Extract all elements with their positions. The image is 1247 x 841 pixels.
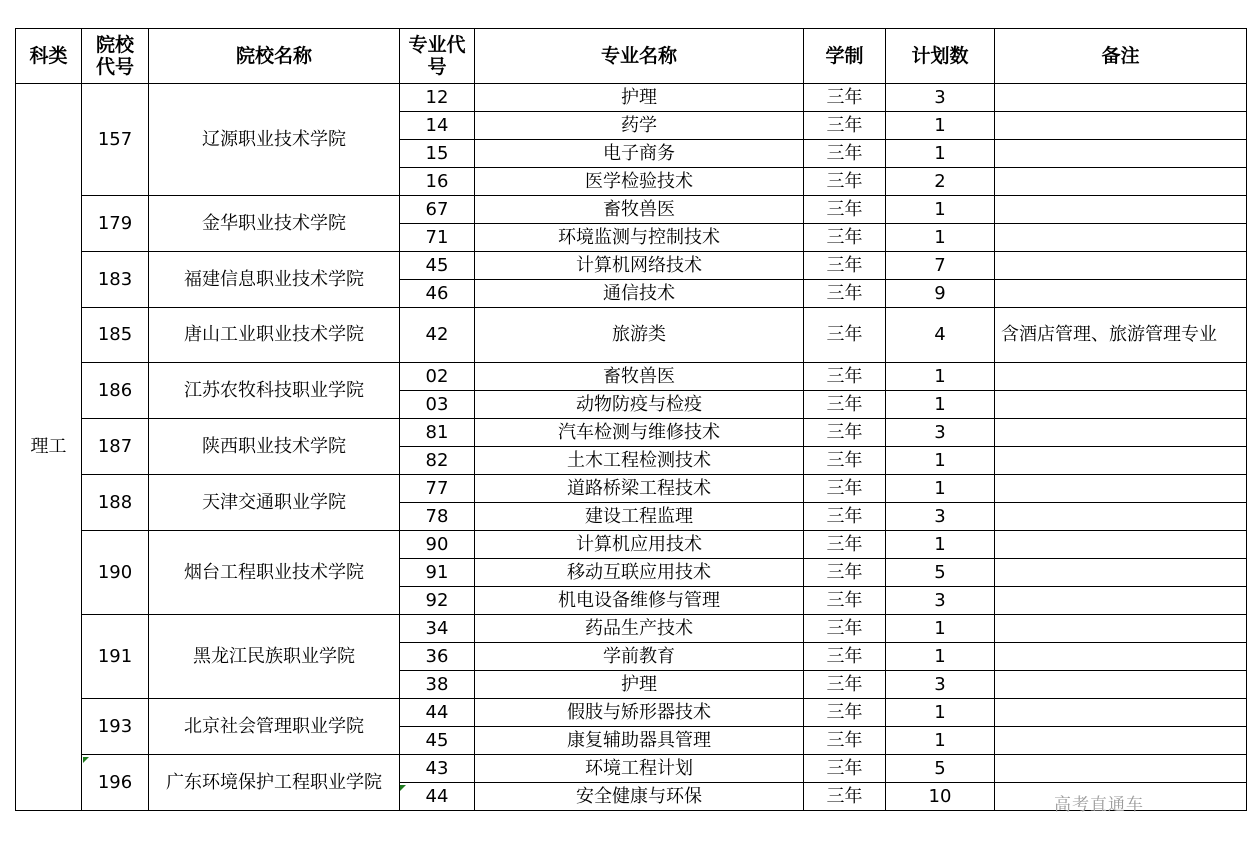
major-code-cell: 36 [400, 643, 475, 671]
note-cell [995, 559, 1247, 587]
duration-cell: 三年 [804, 503, 886, 531]
header-category: 科类 [16, 29, 82, 84]
note-cell [995, 615, 1247, 643]
plan-cell: 1 [886, 615, 995, 643]
major-code-cell: 12 [400, 84, 475, 112]
table-row [16, 699, 1247, 727]
major-name-cell: 电子商务 [475, 140, 804, 168]
plan-cell: 10 [886, 783, 995, 811]
school-name-cell: 天津交通职业学院 [149, 475, 400, 531]
plan-cell: 1 [886, 196, 995, 224]
note-cell [995, 280, 1247, 308]
plan-cell: 9 [886, 280, 995, 308]
duration-cell: 三年 [804, 196, 886, 224]
school-code-cell: 191 [82, 615, 149, 699]
note-cell [995, 587, 1247, 615]
major-code-cell: 43 [400, 755, 475, 783]
header-plan: 计划数 [886, 29, 995, 84]
school-name-cell: 江苏农牧科技职业学院 [149, 363, 400, 419]
duration-cell: 三年 [804, 727, 886, 755]
duration-cell: 三年 [804, 280, 886, 308]
school-name-cell: 辽源职业技术学院 [149, 84, 400, 196]
table-row [16, 531, 1247, 559]
major-name-cell: 学前教育 [475, 643, 804, 671]
school-code-cell: 183 [82, 252, 149, 308]
major-name-cell: 医学检验技术 [475, 168, 804, 196]
table-row [16, 755, 1247, 783]
note-cell [995, 531, 1247, 559]
note-cell [995, 252, 1247, 280]
major-code-cell: 14 [400, 112, 475, 140]
plan-cell: 3 [886, 503, 995, 531]
note-cell [995, 84, 1247, 112]
duration-cell: 三年 [804, 671, 886, 699]
header-row [16, 29, 1247, 84]
cell-marker [83, 757, 89, 763]
note-cell [995, 475, 1247, 503]
major-code-cell: 90 [400, 531, 475, 559]
major-code-cell: 77 [400, 475, 475, 503]
table-row [16, 615, 1247, 643]
cell-marker [400, 785, 406, 791]
major-name-cell: 畜牧兽医 [475, 196, 804, 224]
note-cell [995, 419, 1247, 447]
duration-cell: 三年 [804, 140, 886, 168]
major-name-cell: 道路桥梁工程技术 [475, 475, 804, 503]
table-row [16, 475, 1247, 503]
major-name-cell: 动物防疫与检疫 [475, 391, 804, 419]
school-code-cell: 190 [82, 531, 149, 615]
plan-cell: 2 [886, 168, 995, 196]
duration-cell: 三年 [804, 308, 886, 363]
major-name-cell: 安全健康与环保 [475, 783, 804, 811]
header-school-name: 院校名称 [149, 29, 400, 84]
school-name-cell: 黑龙江民族职业学院 [149, 615, 400, 699]
school-code-cell: 186 [82, 363, 149, 419]
duration-cell: 三年 [804, 699, 886, 727]
major-name-cell: 环境工程计划 [475, 755, 804, 783]
major-name-cell: 通信技术 [475, 280, 804, 308]
header-note: 备注 [995, 29, 1247, 84]
note-cell [995, 671, 1247, 699]
duration-cell: 三年 [804, 419, 886, 447]
duration-cell: 三年 [804, 755, 886, 783]
duration-cell: 三年 [804, 447, 886, 475]
plan-cell: 1 [886, 391, 995, 419]
school-name-cell: 广东环境保护工程职业学院 [149, 755, 400, 811]
school-name-cell: 陕西职业技术学院 [149, 419, 400, 475]
major-code-cell: 34 [400, 615, 475, 643]
table-row [16, 363, 1247, 391]
note-cell [995, 224, 1247, 252]
major-code-cell: 46 [400, 280, 475, 308]
major-name-cell: 畜牧兽医 [475, 363, 804, 391]
duration-cell: 三年 [804, 391, 886, 419]
note-cell [995, 391, 1247, 419]
duration-cell: 三年 [804, 112, 886, 140]
school-code-cell: 157 [82, 84, 149, 196]
header-major-name: 专业名称 [475, 29, 804, 84]
major-code-cell: 45 [400, 252, 475, 280]
header-school-code: 院校代号 [82, 29, 149, 84]
duration-cell: 三年 [804, 475, 886, 503]
major-code-cell: 91 [400, 559, 475, 587]
category-cell: 理工 [16, 84, 82, 811]
major-code-cell: 81 [400, 419, 475, 447]
note-cell [995, 140, 1247, 168]
table-row [16, 252, 1247, 280]
major-code-cell: 02 [400, 363, 475, 391]
duration-cell: 三年 [804, 615, 886, 643]
major-code-cell: 92 [400, 587, 475, 615]
major-name-cell: 计算机应用技术 [475, 531, 804, 559]
plan-cell: 1 [886, 643, 995, 671]
major-code-cell: 82 [400, 447, 475, 475]
duration-cell: 三年 [804, 783, 886, 811]
major-name-cell: 康复辅助器具管理 [475, 727, 804, 755]
plan-cell: 1 [886, 140, 995, 168]
school-name-cell: 唐山工业职业技术学院 [149, 308, 400, 363]
major-code-cell: 45 [400, 727, 475, 755]
major-name-cell: 护理 [475, 671, 804, 699]
major-code-cell: 03 [400, 391, 475, 419]
school-code-cell: 185 [82, 308, 149, 363]
note-cell [995, 363, 1247, 391]
major-code-cell: 71 [400, 224, 475, 252]
school-code-cell: 196 [82, 755, 149, 811]
duration-cell: 三年 [804, 84, 886, 112]
school-code-cell: 193 [82, 699, 149, 755]
duration-cell: 三年 [804, 587, 886, 615]
school-name-cell: 金华职业技术学院 [149, 196, 400, 252]
school-code-cell: 179 [82, 196, 149, 252]
duration-cell: 三年 [804, 224, 886, 252]
note-cell [995, 196, 1247, 224]
note-cell [995, 643, 1247, 671]
plan-cell: 1 [886, 727, 995, 755]
major-code-cell: 44 [400, 699, 475, 727]
major-code-cell: 42 [400, 308, 475, 363]
major-name-cell: 药品生产技术 [475, 615, 804, 643]
plan-cell: 1 [886, 112, 995, 140]
major-name-cell: 计算机网络技术 [475, 252, 804, 280]
table-row [16, 196, 1247, 224]
note-cell: 含酒店管理、旅游管理专业 [995, 308, 1247, 363]
plan-cell: 1 [886, 447, 995, 475]
plan-cell: 1 [886, 531, 995, 559]
major-name-cell: 药学 [475, 112, 804, 140]
major-name-cell: 汽车检测与维修技术 [475, 419, 804, 447]
table-row [16, 419, 1247, 447]
major-code-cell: 44 [400, 783, 475, 811]
plan-cell: 1 [886, 363, 995, 391]
major-code-cell: 67 [400, 196, 475, 224]
school-name-cell: 福建信息职业技术学院 [149, 252, 400, 308]
school-name-cell: 北京社会管理职业学院 [149, 699, 400, 755]
school-code-cell: 188 [82, 475, 149, 531]
major-code-cell: 38 [400, 671, 475, 699]
plan-cell: 7 [886, 252, 995, 280]
major-name-cell: 移动互联应用技术 [475, 559, 804, 587]
plan-cell: 5 [886, 755, 995, 783]
plan-cell: 4 [886, 308, 995, 363]
major-code-cell: 15 [400, 140, 475, 168]
major-name-cell: 假肢与矫形器技术 [475, 699, 804, 727]
major-name-cell: 旅游类 [475, 308, 804, 363]
major-name-cell: 机电设备维修与管理 [475, 587, 804, 615]
duration-cell: 三年 [804, 252, 886, 280]
note-cell [995, 755, 1247, 783]
plan-cell: 3 [886, 419, 995, 447]
watermark: 高考直通车 [1054, 795, 1144, 815]
header-major-code: 专业代号 [400, 29, 475, 84]
major-name-cell: 土木工程检测技术 [475, 447, 804, 475]
table-body [16, 84, 1247, 811]
school-code-cell: 187 [82, 419, 149, 475]
table-row [16, 308, 1247, 363]
major-name-cell: 环境监测与控制技术 [475, 224, 804, 252]
major-code-cell: 16 [400, 168, 475, 196]
major-name-cell: 建设工程监理 [475, 503, 804, 531]
plan-cell: 1 [886, 224, 995, 252]
duration-cell: 三年 [804, 168, 886, 196]
plan-cell: 1 [886, 699, 995, 727]
plan-cell: 3 [886, 587, 995, 615]
major-name-cell: 护理 [475, 84, 804, 112]
plan-cell: 3 [886, 671, 995, 699]
school-name-cell: 烟台工程职业技术学院 [149, 531, 400, 615]
plan-cell: 1 [886, 475, 995, 503]
note-cell [995, 112, 1247, 140]
note-cell [995, 699, 1247, 727]
table-row [16, 84, 1247, 112]
note-cell [995, 168, 1247, 196]
note-cell [995, 447, 1247, 475]
note-cell [995, 503, 1247, 531]
major-code-cell: 78 [400, 503, 475, 531]
note-cell [995, 727, 1247, 755]
duration-cell: 三年 [804, 643, 886, 671]
duration-cell: 三年 [804, 363, 886, 391]
plan-cell: 3 [886, 84, 995, 112]
plan-cell: 5 [886, 559, 995, 587]
duration-cell: 三年 [804, 531, 886, 559]
duration-cell: 三年 [804, 559, 886, 587]
header-duration: 学制 [804, 29, 886, 84]
enrollment-plan-table [15, 28, 1247, 811]
